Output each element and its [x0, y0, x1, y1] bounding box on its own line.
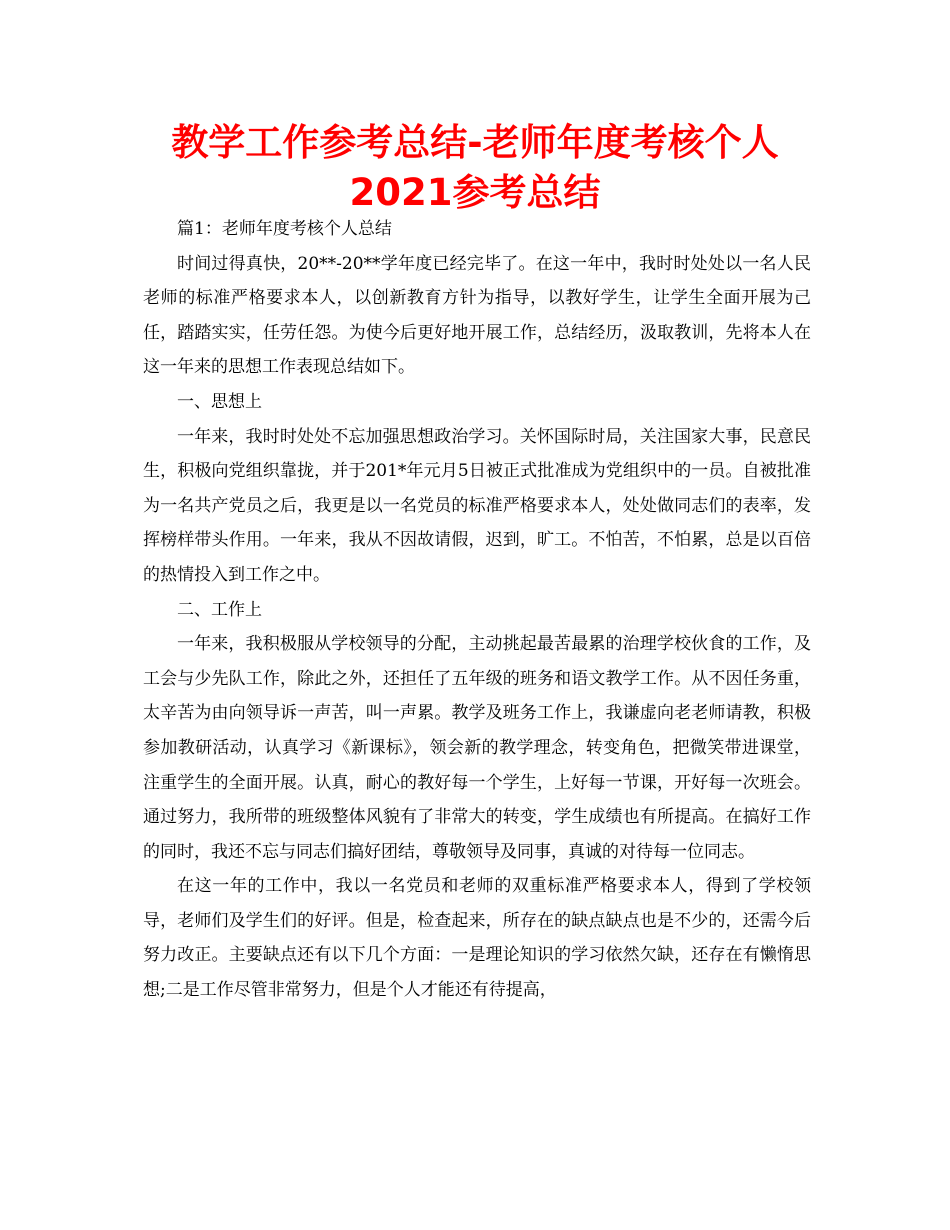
- section-heading: 篇1：老师年度考核个人总结: [177, 219, 392, 239]
- section-heading: 二、工作上: [177, 599, 262, 620]
- document-body: [143, 212, 811, 1008]
- section-heading: 一、思想上: [177, 391, 262, 412]
- paragraph: 一年来，我积极服从学校领导的分配，主动挑起最苦最累的治理学校伙食的工作，及工会与少先队工作，除此之外，还担任了五年级的班务和语文教学工作。从不因任务重，太辛苦为由向领导诉一声苦，叫一声累。教学及班务工作上，我谦虚向老老师请教，积极参加教研活动，认真学习《新课标》，领会新的教学理念，转变角色，把微笑带进课堂，注重学生的全面开展。认真，耐心的教好每一个学生，上好每一节课，开好每一次班会。通过努力，我所带的班级整体风貌有了非常大的转变，学生成绩也有所提高。在搞好工作的同时，我还不忘与同志们搞好团结，尊敬领导及同事，真诚的对待每一位同志。: [143, 634, 811, 862]
- paragraph: 在这一年的工作中，我以一名党员和老师的双重标准严格要求本人，得到了学校领导，老师们及学生们的好评。但是，检查起来，所存在的缺点缺点也是不少的，还需今后努力改正。主要缺点还有以下几个方面：一是理论知识的学习依然欠缺，还存在有懒惰思想;二是工作尽管非常努力，但是个人才能还有待提高，: [143, 876, 811, 1001]
- paragraph: 一年来，我时时处处不忘加强思想政治学习。关怀国际时局，关注国家大事，民意民生，积极向党组织靠拢，并于201*年元月5日被正式批准成为党组织中的一员。自被批准为一名共产党员之后，我更是以一名党员的标准严格要求本人，处处做同志们的表率，发挥榜样带头作用。一年来，我从不因故请假，迟到，旷工。不怕苦，不怕累，总是以百倍的热情投入到工作之中。: [143, 426, 811, 585]
- paragraph: 时间过得真快，20**-20**学年度已经完毕了。在这一年中，我时时处处以一名人民老师的标准严格要求本人，以创新教育方针为指导，以教好学生，让学生全面开展为己任，踏踏实实，任劳任怨。为使今后更好地开展工作，总结经历，汲取教训，先将本人在这一年来的思想工作表现总结如下。: [143, 253, 811, 378]
- document-title: 教学工作参考总结-老师年度考核个人2021参考总结: [171, 121, 779, 214]
